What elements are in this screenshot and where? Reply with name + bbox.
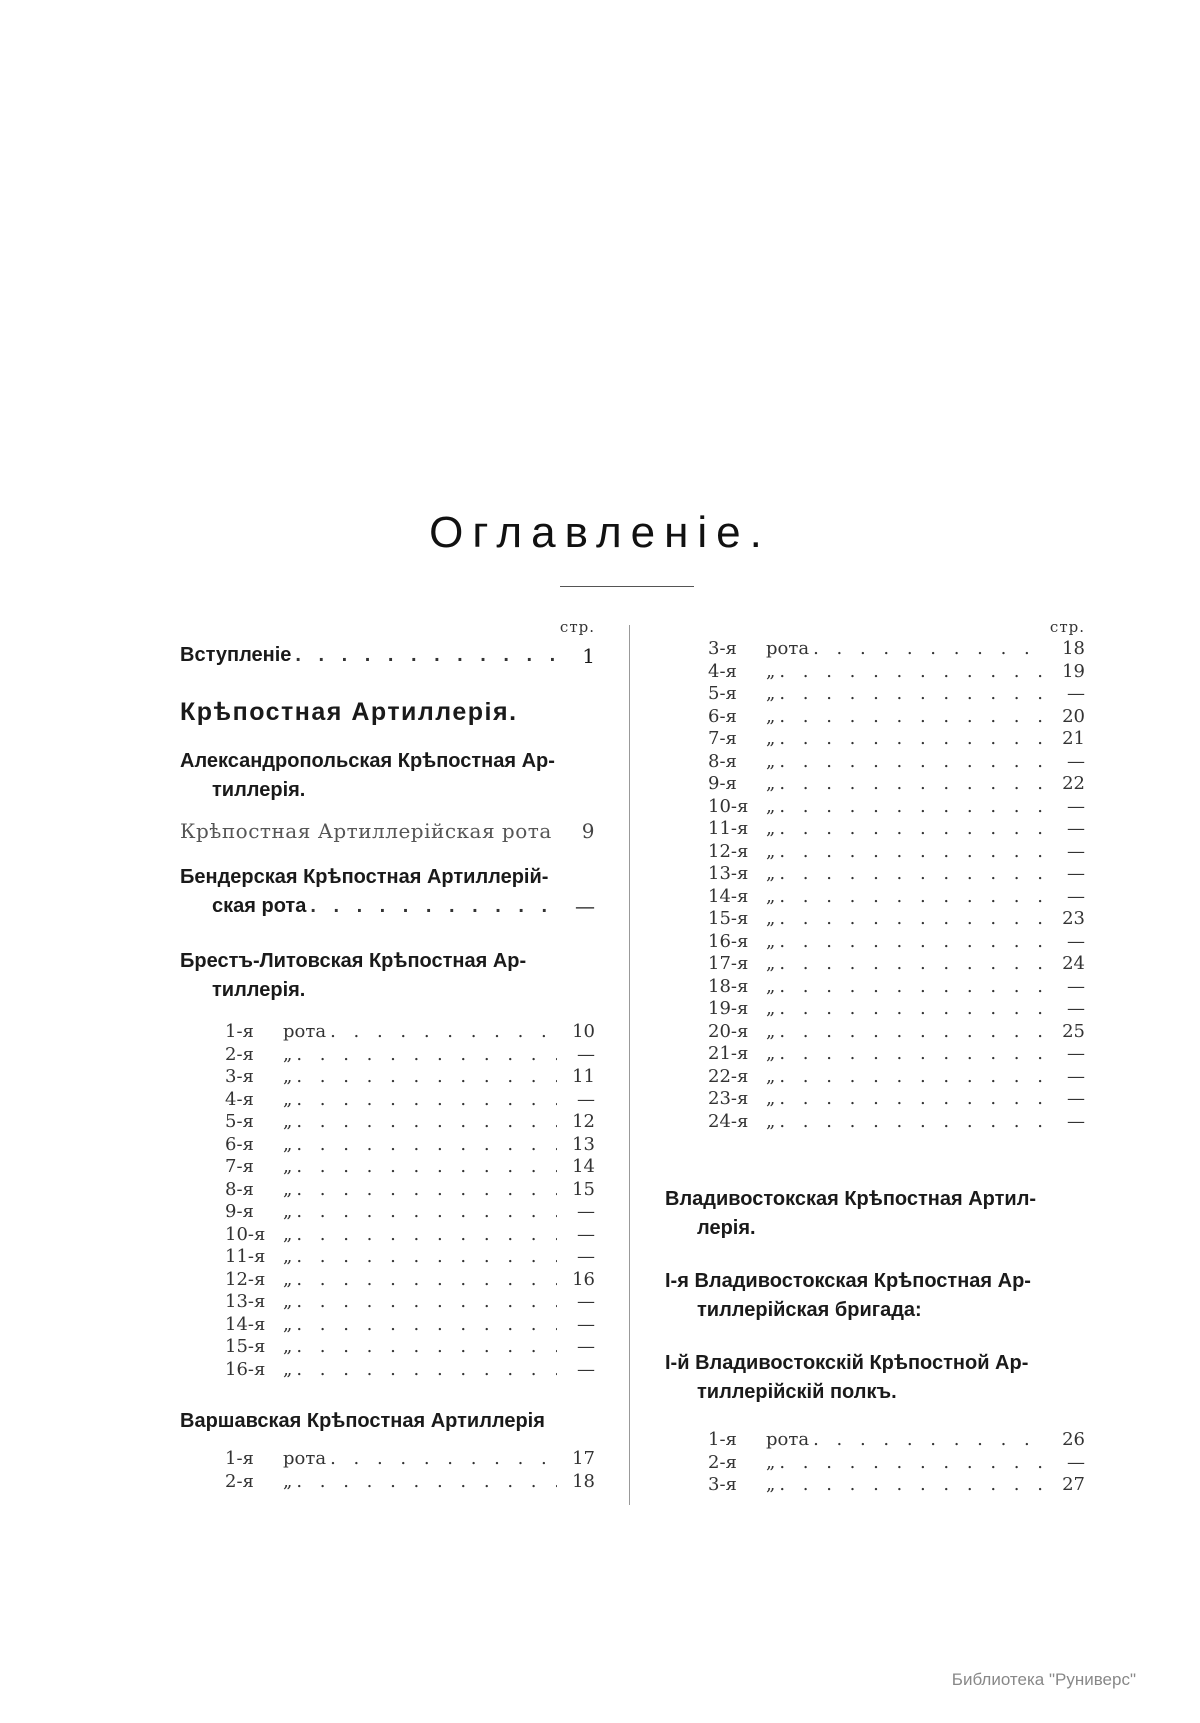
row-label: „ (766, 1020, 776, 1042)
entry-label: Крѣпостная Артиллерійская рота (180, 819, 552, 843)
toc-row[interactable] (665, 976, 1085, 999)
row-number: 2-я (708, 1451, 737, 1473)
page-number: — (577, 1223, 595, 1245)
row-label: „ (283, 1178, 293, 1200)
row-number: 6-я (708, 705, 737, 727)
row-number: 23-я (708, 1088, 749, 1109)
toc-row[interactable] (180, 1066, 595, 1089)
leader-dots (292, 1224, 557, 1247)
section-vladivostok[interactable] (665, 1185, 1085, 1243)
page-number: 19 (1062, 660, 1085, 682)
leader-dots (775, 998, 1047, 1021)
row-label: „ (766, 885, 776, 907)
page-number: 23 (1062, 908, 1085, 929)
leader-dots (292, 1044, 557, 1067)
page-number: — (577, 1291, 595, 1312)
section-title-line: Варшавская Крѣпостная Артиллерія (180, 1410, 545, 1432)
row-label: „ (283, 1246, 293, 1267)
brest-rows (180, 1021, 595, 1381)
page-number: — (577, 1043, 595, 1065)
row-number: 24-я (708, 1110, 749, 1132)
page-column-label: стр. (1049, 618, 1085, 636)
leader-dots (292, 1134, 557, 1157)
row-label: „ (766, 1088, 776, 1109)
page-number: — (1067, 863, 1085, 884)
section-warsaw[interactable] (180, 1407, 595, 1436)
row-number: 14-я (225, 1313, 266, 1335)
leader-dots (292, 1246, 557, 1269)
toc-row[interactable] (665, 683, 1085, 706)
toc-row[interactable] (180, 1134, 595, 1157)
leader-dots (292, 1066, 557, 1089)
section-title-line: Владивостокская Крѣпостная Артил- (665, 1188, 1037, 1210)
leader-dots (775, 1088, 1047, 1111)
page-title: Оглавленіе. (429, 508, 771, 557)
toc-row[interactable] (665, 796, 1085, 819)
row-label: „ (283, 1223, 293, 1245)
toc-row[interactable] (180, 1291, 595, 1314)
leader-dots (775, 1021, 1047, 1044)
row-number: 22-я (708, 1065, 749, 1087)
row-label: „ (283, 1313, 293, 1335)
leader-dots (291, 644, 557, 668)
leader-dots (292, 1179, 557, 1202)
leader-dots (775, 1066, 1047, 1089)
toc-row[interactable] (665, 818, 1085, 841)
row-label: „ (283, 1156, 293, 1177)
page-number: 13 (572, 1133, 595, 1155)
leader-dots (292, 1336, 557, 1359)
row-label: „ (766, 930, 776, 952)
row-label: „ (766, 998, 776, 1019)
row-label: „ (766, 728, 776, 749)
page-number: 21 (1062, 728, 1085, 749)
leader-dots (292, 1089, 557, 1112)
toc-row[interactable] (180, 1448, 595, 1471)
leader-dots (775, 1474, 1047, 1497)
row-number: 16-я (225, 1358, 266, 1380)
leader-dots (326, 1021, 557, 1044)
leader-dots (292, 1314, 557, 1337)
row-label: „ (283, 1066, 293, 1087)
row-label: „ (766, 683, 776, 704)
section-bendery[interactable] (180, 863, 595, 921)
section-title-line: Бендерская Крѣпостная Артиллерій- (180, 866, 549, 888)
section-vladivostok-brigade[interactable] (665, 1267, 1085, 1325)
leader-dots (292, 1291, 557, 1314)
page-number: — (577, 1313, 595, 1335)
page-number: — (1067, 1088, 1085, 1109)
section-heading-fortress-artillery: Крѣпостная Артиллерія. (180, 698, 518, 726)
leader-dots (292, 1111, 557, 1134)
page-number: — (1067, 1110, 1085, 1132)
row-label: „ (283, 1470, 293, 1492)
row-label: „ (766, 773, 776, 794)
row-number: 1-я (225, 1021, 254, 1042)
toc-left-column (180, 618, 595, 1493)
page-number: 12 (572, 1111, 595, 1132)
toc-row[interactable] (665, 1088, 1085, 1111)
toc-row[interactable] (180, 1314, 595, 1337)
page-number: — (577, 1201, 595, 1222)
leader-dots (292, 1359, 557, 1382)
row-label: „ (766, 1451, 776, 1473)
toc-row[interactable] (180, 1179, 595, 1202)
row-label: „ (766, 1110, 776, 1132)
page-number: — (1067, 975, 1085, 997)
leader-dots (775, 796, 1047, 819)
section-title-line: Александропольская Крѣпостная Ар- (180, 750, 555, 772)
row-label: „ (766, 795, 776, 817)
page-number: — (1067, 795, 1085, 817)
page-number: — (577, 1358, 595, 1380)
leader-dots (775, 953, 1047, 976)
leader-dots (775, 886, 1047, 909)
leader-dots (775, 931, 1047, 954)
leader-dots (775, 728, 1047, 751)
leader-dots (775, 841, 1047, 864)
row-label: „ (766, 975, 776, 997)
page-number: — (1067, 1451, 1085, 1473)
page-number: 24 (1062, 953, 1085, 974)
section-title-line: I-я Владивостокская Крѣпостная Ар- (665, 1270, 1031, 1292)
page-number: — (1067, 683, 1085, 704)
row-number: 12-я (708, 840, 749, 862)
row-number: 15-я (708, 908, 749, 929)
leader-dots (292, 1201, 557, 1224)
section-title-line: лерія. (697, 1217, 756, 1239)
entry-label: Вступленіе (180, 644, 292, 666)
row-label: „ (283, 1043, 293, 1065)
page-number: 25 (1062, 1020, 1085, 1042)
page-number: 20 (1062, 705, 1085, 727)
row-number: 3-я (225, 1066, 254, 1087)
toc-row[interactable] (665, 886, 1085, 909)
leader-dots (775, 1043, 1047, 1066)
leader-dots (775, 683, 1047, 706)
toc-row[interactable] (665, 1429, 1085, 1452)
leader-dots (775, 661, 1047, 684)
row-number: 1-я (225, 1448, 254, 1469)
toc-row[interactable] (665, 1452, 1085, 1475)
row-number: 10-я (225, 1223, 266, 1245)
toc-row[interactable] (665, 728, 1085, 751)
row-label: „ (766, 840, 776, 862)
row-number: 13-я (708, 863, 749, 884)
section-aleksandropol[interactable] (180, 747, 595, 805)
row-number: 3-я (708, 638, 737, 659)
row-label: „ (766, 1474, 776, 1495)
toc-row[interactable] (665, 638, 1085, 661)
toc-row[interactable] (180, 1359, 595, 1382)
leader-dots (292, 1269, 557, 1292)
row-number: 5-я (225, 1111, 254, 1132)
leader-dots (775, 773, 1047, 796)
leader-dots (306, 892, 557, 921)
page-number: — (577, 1336, 595, 1357)
page-number: 26 (1062, 1429, 1085, 1450)
toc-row[interactable] (180, 1201, 595, 1224)
page-number: 22 (1062, 773, 1085, 794)
row-number: 14-я (708, 885, 749, 907)
row-number: 8-я (708, 750, 737, 772)
title-rule (560, 586, 694, 587)
page-number: 11 (572, 1066, 595, 1087)
leader-dots (292, 1471, 557, 1494)
leader-dots (775, 976, 1047, 999)
leader-dots (775, 863, 1047, 886)
row-label: „ (283, 1088, 293, 1110)
page-number: 16 (572, 1268, 595, 1290)
page-number: — (1067, 1043, 1085, 1064)
toc-row[interactable] (180, 1021, 595, 1044)
row-label: „ (283, 1291, 293, 1312)
toc-row[interactable] (665, 1021, 1085, 1044)
page-number: — (1067, 750, 1085, 772)
column-divider (629, 625, 630, 1505)
row-number: 8-я (225, 1178, 254, 1200)
row-number: 5-я (708, 683, 737, 704)
row-label: „ (766, 660, 776, 682)
toc-row[interactable] (665, 1111, 1085, 1134)
toc-row[interactable] (180, 1336, 595, 1359)
row-number: 2-я (225, 1043, 254, 1065)
toc-row[interactable] (180, 1156, 595, 1179)
vladivostok-regiment-rows (665, 1429, 1085, 1497)
row-label: „ (283, 1358, 293, 1380)
row-number: 15-я (225, 1336, 266, 1357)
row-label: „ (766, 863, 776, 884)
section-title-line: тиллерія. (212, 979, 306, 1001)
row-number: 7-я (225, 1156, 254, 1177)
row-number: 11-я (708, 818, 749, 839)
leader-dots (775, 706, 1047, 729)
toc-row[interactable] (665, 706, 1085, 729)
row-label: „ (766, 750, 776, 772)
row-number: 9-я (225, 1201, 254, 1222)
toc-row[interactable] (665, 908, 1085, 931)
page-number: — (1067, 885, 1085, 907)
row-label: „ (283, 1268, 293, 1290)
row-label: рота (283, 1021, 327, 1042)
page-number: 9 (581, 819, 595, 843)
row-label: „ (283, 1133, 293, 1155)
row-number: 4-я (225, 1088, 254, 1110)
toc-row[interactable] (180, 1044, 595, 1067)
row-number: 20-я (708, 1020, 749, 1042)
page-number: 14 (572, 1156, 595, 1177)
row-label: „ (283, 1336, 293, 1357)
row-label: „ (283, 1201, 293, 1222)
row-number: 19-я (708, 998, 749, 1019)
library-watermark: Библиотека "Руниверс" (951, 1670, 1136, 1689)
row-label: рота (766, 638, 810, 659)
page-number: 1 (582, 644, 595, 668)
toc-row[interactable] (665, 773, 1085, 796)
section-title-line: тиллерійскій полкъ. (697, 1381, 897, 1403)
row-number: 13-я (225, 1291, 266, 1312)
page-number: 17 (572, 1448, 595, 1469)
row-number: 18-я (708, 975, 749, 997)
toc-row[interactable] (180, 1471, 595, 1494)
row-number: 6-я (225, 1133, 254, 1155)
toc-row[interactable] (180, 1089, 595, 1112)
leader-dots (292, 1156, 557, 1179)
page-number: — (577, 1088, 595, 1110)
toc-row[interactable] (180, 1269, 595, 1292)
row-label: рота (766, 1429, 810, 1450)
page-number: — (1067, 1065, 1085, 1087)
page-number: 18 (1062, 638, 1085, 659)
warsaw-rows (180, 1448, 595, 1493)
warsaw-continued-rows (665, 638, 1085, 1133)
row-number: 17-я (708, 953, 749, 974)
section-brest[interactable] (180, 947, 595, 1005)
section-title-line: I-й Владивостокскій Крѣпостной Ар- (665, 1352, 1029, 1374)
section-title-line: тиллерія. (212, 779, 306, 801)
row-label: „ (766, 1065, 776, 1087)
toc-row[interactable] (665, 863, 1085, 886)
toc-row[interactable] (665, 998, 1085, 1021)
page-number: — (1067, 998, 1085, 1019)
toc-row[interactable] (665, 1043, 1085, 1066)
toc-row[interactable] (665, 751, 1085, 774)
toc-row[interactable] (180, 1224, 595, 1247)
toc-row[interactable] (180, 1111, 595, 1134)
toc-row[interactable] (665, 841, 1085, 864)
page-number: — (1067, 818, 1085, 839)
page-number: 27 (1062, 1474, 1085, 1495)
row-label: „ (766, 908, 776, 929)
row-number: 3-я (708, 1474, 737, 1495)
toc-row[interactable] (180, 1246, 595, 1269)
page-column-label: стр. (559, 618, 595, 636)
section-vladivostok-regiment[interactable] (665, 1349, 1085, 1407)
leader-dots (775, 908, 1047, 931)
page-number: — (1067, 930, 1085, 952)
row-label: „ (283, 1111, 293, 1132)
row-label: „ (766, 818, 776, 839)
row-label: „ (766, 705, 776, 727)
leader-dots (809, 638, 1047, 661)
toc-entry-aleksandropol-rota[interactable] (180, 819, 595, 843)
page-number: — (575, 894, 595, 918)
row-number: 2-я (225, 1470, 254, 1492)
page-number: 15 (572, 1178, 595, 1200)
row-number: 10-я (708, 795, 749, 817)
row-number: 9-я (708, 773, 737, 794)
toc-entry-intro[interactable] (180, 644, 595, 668)
row-label: „ (766, 953, 776, 974)
row-number: 16-я (708, 930, 749, 952)
page-number: 18 (572, 1470, 595, 1492)
row-label: „ (766, 1043, 776, 1064)
section-title-line: ская рота (212, 895, 307, 917)
row-number: 1-я (708, 1429, 737, 1450)
page-number: — (577, 1246, 595, 1267)
toc-row[interactable] (665, 953, 1085, 976)
leader-dots (326, 1448, 557, 1471)
row-number: 7-я (708, 728, 737, 749)
row-label: рота (283, 1448, 327, 1469)
leader-dots (775, 751, 1047, 774)
row-number: 12-я (225, 1268, 266, 1290)
toc-row[interactable] (665, 1066, 1085, 1089)
leader-dots (809, 1429, 1047, 1452)
section-title-line: тиллерійская бригада: (697, 1299, 922, 1321)
row-number: 11-я (225, 1246, 266, 1267)
leader-dots (775, 1452, 1047, 1475)
page-number: 10 (572, 1021, 595, 1042)
leader-dots (775, 1111, 1047, 1134)
row-number: 4-я (708, 660, 737, 682)
toc-row[interactable] (665, 661, 1085, 684)
toc-row[interactable] (665, 1474, 1085, 1497)
page-number: — (1067, 840, 1085, 862)
toc-row[interactable] (665, 931, 1085, 954)
section-title-line: Брестъ-Литовская Крѣпостная Ар- (180, 950, 527, 972)
leader-dots (775, 818, 1047, 841)
toc-right-column (665, 618, 1085, 1497)
row-number: 21-я (708, 1043, 749, 1064)
